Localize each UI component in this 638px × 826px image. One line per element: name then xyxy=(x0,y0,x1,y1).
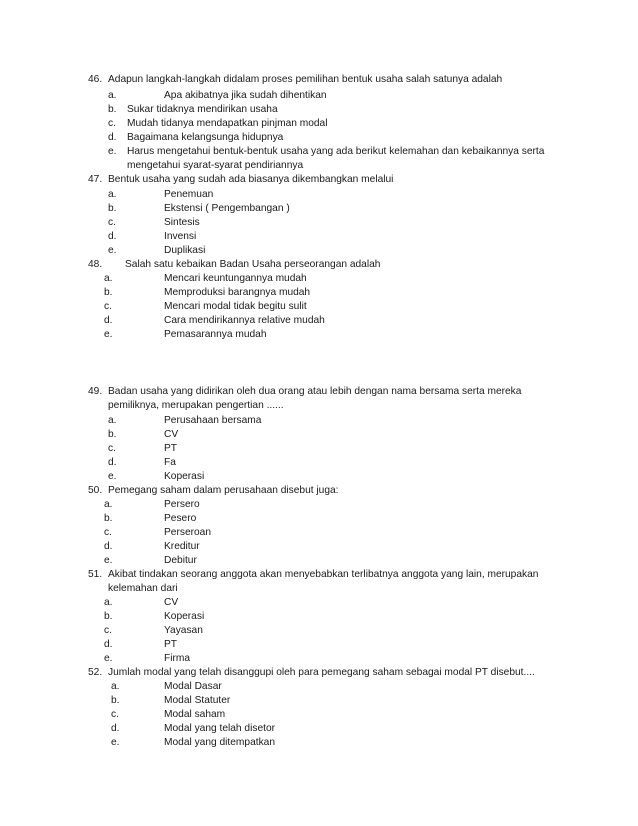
option-continuation: mengetahui syarat-syarat pendiriannya xyxy=(127,160,304,171)
option-letter: a. xyxy=(108,415,117,426)
option-text: Kreditur xyxy=(164,541,200,552)
option-text: Apa akibatnya jika sudah dihentikan xyxy=(164,90,327,101)
option-letter: b. xyxy=(108,104,117,115)
option-text: CV xyxy=(164,597,179,608)
question-number: 46. xyxy=(88,74,103,85)
question-text: Salah satu kebaikan Badan Usaha perseorangan adalah xyxy=(125,259,381,270)
option-text: Fa xyxy=(164,457,176,468)
option-letter: e. xyxy=(104,653,113,664)
option-text: Firma xyxy=(164,653,191,664)
option-letter: b. xyxy=(104,611,113,622)
option-letter: e. xyxy=(108,471,117,482)
option-text: Mudah tidanya mendapatkan pinjman modal xyxy=(127,118,328,129)
option-letter: d. xyxy=(104,639,113,650)
option-letter: d. xyxy=(104,315,113,326)
option-text: Modal Statuter xyxy=(164,695,231,706)
option-letter: c. xyxy=(104,301,112,312)
option-text: Persero xyxy=(164,499,200,510)
option-letter: d. xyxy=(108,132,117,143)
option-letter: a. xyxy=(104,499,113,510)
option-letter: d. xyxy=(108,457,117,468)
option-text: Koperasi xyxy=(164,471,205,482)
option-text: Ekstensi ( Pengembangan ) xyxy=(164,203,290,214)
option-text: Modal yang telah disetor xyxy=(164,723,275,734)
option-letter: c. xyxy=(111,709,119,720)
option-text: Pesero xyxy=(164,513,197,524)
option-text: Pemasarannya mudah xyxy=(164,329,267,340)
option-text: Harus mengetahui bentuk-bentuk usaha yang ada berikut kelemahan dan kebaikannya serta xyxy=(127,146,545,157)
option-letter: b. xyxy=(108,203,117,214)
question-number: 52. xyxy=(88,667,103,678)
option-letter: e. xyxy=(111,737,120,748)
option-text: CV xyxy=(164,429,179,440)
option-letter: c. xyxy=(108,217,116,228)
question-number: 49. xyxy=(88,386,103,397)
option-letter: a. xyxy=(104,273,113,284)
option-text: PT xyxy=(164,443,178,454)
option-text: Yayasan xyxy=(164,625,203,636)
option-text: Perusahaan bersama xyxy=(164,415,262,426)
option-letter: b. xyxy=(108,429,117,440)
question-number: 48. xyxy=(88,259,103,270)
option-letter: a. xyxy=(108,189,117,200)
option-text: Debitur xyxy=(164,555,197,566)
question-text: Jumlah modal yang telah disanggupi oleh para pemegang saham sebagai modal PT disebut.... xyxy=(108,667,535,678)
option-text: Bagaimana kelangsunga hidupnya xyxy=(127,132,284,143)
option-letter: c. xyxy=(104,625,112,636)
option-text: Modal Dasar xyxy=(164,681,222,692)
option-text: Cara mendirikannya relative mudah xyxy=(164,315,325,326)
option-letter: e. xyxy=(108,146,117,157)
option-letter: a. xyxy=(104,597,113,608)
option-letter: a. xyxy=(111,681,120,692)
question-number: 47. xyxy=(88,174,103,185)
option-letter: d. xyxy=(104,541,113,552)
option-letter: c. xyxy=(104,527,112,538)
option-letter: b. xyxy=(104,513,113,524)
question-46 xyxy=(88,73,102,87)
option-text: Sintesis xyxy=(164,217,200,228)
option-letter: a. xyxy=(108,90,117,101)
option-text: PT xyxy=(164,639,178,650)
option-text: Memproduksi barangnya mudah xyxy=(164,287,311,298)
option-letter: d. xyxy=(111,723,120,734)
option-letter: c. xyxy=(108,118,116,129)
option-letter: e. xyxy=(104,555,113,566)
question-number: 51. xyxy=(88,569,103,580)
question-text: Adapun langkah-langkah didalam proses pemilihan bentuk usaha salah satunya adalah xyxy=(108,74,503,85)
option-text: Koperasi xyxy=(164,611,205,622)
question-text: Bentuk usaha yang sudah ada biasanya dikembangkan melalui xyxy=(108,174,394,185)
option-text: Mencari keuntungannya mudah xyxy=(164,273,307,284)
option-text: Penemuan xyxy=(164,189,214,200)
option-text: Mencari modal tidak begitu sulit xyxy=(164,301,307,312)
question-text: Pemegang saham dalam perusahaan disebut juga: xyxy=(108,485,339,496)
question-text: Badan usaha yang didirikan oleh dua orang atau lebih dengan nama bersama serta mereka xyxy=(108,386,522,397)
option-text: Duplikasi xyxy=(164,245,206,256)
option-text: Perseroan xyxy=(164,527,212,538)
option-text: Modal saham xyxy=(164,709,226,720)
option-letter: d. xyxy=(108,231,117,242)
option-text: Modal yang ditempatkan xyxy=(164,737,275,748)
option-letter: e. xyxy=(104,329,113,340)
question-text-continued: kelemahan dari xyxy=(108,583,178,594)
question-text: Akibat tindakan seorang anggota akan menyebabkan terlibatnya anggota yang lain, merupakan xyxy=(108,569,539,580)
question-text-continued: pemiliknya, merupakan pengertian ...... xyxy=(108,400,284,411)
option-text: Sukar tidaknya mendirikan usaha xyxy=(127,104,278,115)
option-letter: e. xyxy=(108,245,117,256)
question-number: 50. xyxy=(88,485,103,496)
option-letter: c. xyxy=(108,443,116,454)
option-letter: b. xyxy=(111,695,120,706)
option-text: Invensi xyxy=(164,231,197,242)
option-letter: b. xyxy=(104,287,113,298)
